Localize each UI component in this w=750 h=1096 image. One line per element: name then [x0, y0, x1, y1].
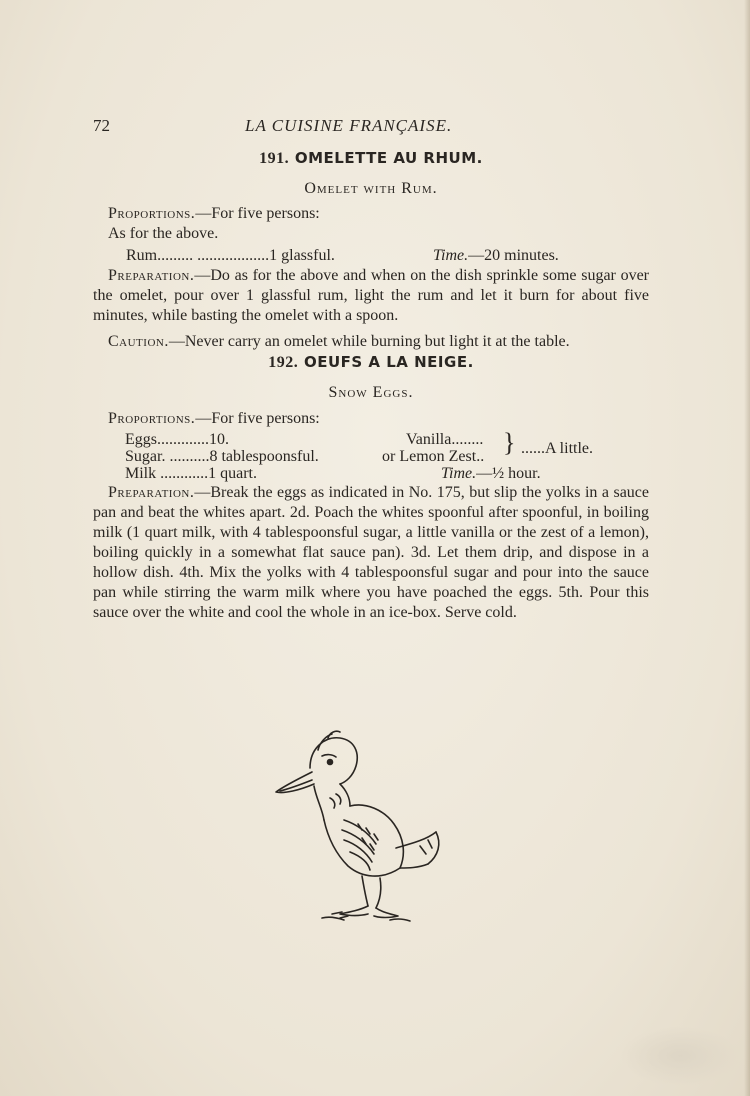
recipe-number: 191.	[259, 150, 290, 167]
proportions-label: Proportions.	[108, 410, 196, 427]
caution-text: —Never carry an omelet while burning but light it at the table.	[168, 333, 570, 350]
paper-stain	[620, 1026, 740, 1086]
preparation-text: —Break the eggs as indicated in No. 175, but slip the yolks in a sauce pan and beat the whites apart. 2d. Poach the whites spoonful after spoonful, in boiling milk (1 quart milk, with 4 tablespoonsful sugar, a little vanilla or the zest of a lemon), boiling quickly in a somewhat flat sauce pan). 3d. Let them drip, and dispose in a hollow dish. 4th. Mix the yolks with 4 tablespoonsful sugar and pour into the sauce pan while stirring the warm milk where you have poached the eggs. 5th. Pour this sauce over the white and cool the whole in an ice-box. Serve cold.	[93, 484, 649, 621]
caution-label: Caution.	[108, 333, 169, 350]
brace-icon: }	[503, 428, 516, 457]
ingredient-vanilla: Vanilla........	[406, 431, 484, 448]
proportions-text: —For five persons:	[195, 205, 320, 222]
recipe-192-preparation	[93, 483, 649, 623]
recipe-191-preparation	[93, 266, 649, 326]
time-label: Time.	[433, 247, 469, 264]
recipe-192-title	[93, 352, 649, 373]
recipe-191-ingredient-row	[93, 246, 649, 266]
recipe-192-time	[441, 465, 541, 482]
ingredient-eggs: Eggs.............10.	[125, 431, 229, 448]
ingredient-milk: Milk ............1 quart.	[125, 465, 257, 482]
page-content	[93, 148, 649, 623]
recipe-name: OEUFS A LA NEIGE.	[303, 353, 474, 371]
recipe-192-ingredients	[93, 428, 649, 483]
recipe-name: OMELETTE AU RHUM.	[294, 149, 483, 167]
ingredient-lemon-zest: or Lemon Zest..	[382, 448, 485, 465]
recipe-191-proportions	[93, 204, 649, 224]
time-value: —½ hour.	[476, 465, 541, 482]
duckling-icon	[270, 728, 475, 928]
duckling-illustration	[270, 728, 475, 928]
preparation-text: —Do as for the above and when on the dish sprinkle some sugar over the omelet, pour over 1 glassful rum, light the rum and let it burn for about five minutes, while basting the omelet with a spoon.	[93, 267, 649, 324]
page-number: 72	[93, 116, 110, 135]
proportions-text: —For five persons:	[195, 410, 320, 427]
recipe-191-as-above: As for the above.	[108, 225, 219, 242]
ingredient-a-little: ......A little.	[521, 440, 593, 457]
running-title: LA CUISINE FRANÇAISE.	[245, 116, 453, 135]
recipe-192-proportions	[93, 409, 649, 429]
preparation-label: Preparation.	[108, 267, 195, 284]
page-header	[93, 116, 503, 138]
ingredient-sugar: Sugar. ..........8 tablespoonsful.	[125, 448, 319, 465]
ingredient-rum: Rum......... ..................1 glassful.	[126, 247, 335, 264]
proportions-label: Proportions.	[108, 205, 196, 222]
recipe-192-subtitle: Snow Eggs.	[328, 384, 414, 401]
preparation-label: Preparation.	[108, 484, 195, 501]
recipe-191-caution	[93, 332, 649, 352]
page-edge-shadow	[744, 0, 750, 1096]
recipe-number: 192.	[268, 354, 299, 371]
time-value: —20 minutes.	[468, 247, 559, 264]
recipe-191-subtitle: Omelet with Rum.	[304, 180, 438, 197]
time-label: Time.	[441, 465, 477, 482]
recipe-191-time	[433, 246, 559, 266]
recipe-191-title	[93, 148, 649, 169]
